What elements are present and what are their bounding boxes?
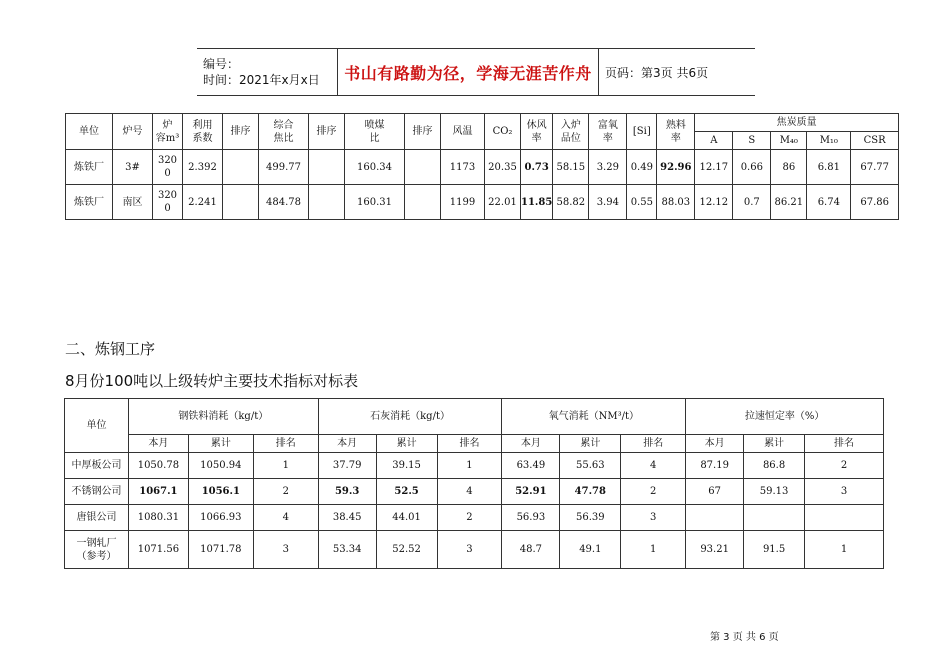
h2-g4: 拉速恒定率（%） <box>686 399 884 435</box>
section-heading: 二、炼钢工序 <box>65 340 156 358</box>
h2-g1: 钢铁料消耗（kg/t） <box>128 399 318 435</box>
number-label: 编号： <box>203 57 240 71</box>
time-label: 时间：2021年x月x日 <box>203 73 320 87</box>
header-page: 页码：第3页 共6页 <box>599 49 756 96</box>
table-row: 唐银公司 1080.31 1066.93 4 38.45 44.01 2 56.93 56.39 3 <box>65 505 884 531</box>
h-oxy: 富氧 率 <box>589 114 627 150</box>
steelmaking-table: 单位 钢铁料消耗（kg/t） 石灰消耗（kg/t） 氧气消耗（NM³/t） 拉速恒定率（%） 本月 累计 排名 本月 累计 排名 本月 累计 排名 本月 累计 排名 中厚板公司 1050.78 1050.94 1 37.79 39.15 1 63.49 55.63 4 87.19 86.8 2 不锈钢公司 1067.1 1056.1 2 59.3 52.5 4 52.91 47.78 2 67 59.13 3 唐银公司 1080.31 1066.93 4 38.45 44.01 2 56.93 56.39 3 一钢轧厂 （参考） 1071.56 1071.78 3 53.34 52.52 3 48.7 49.1 1 93.21 91.5 1 <box>64 398 884 569</box>
table-row: 炼铁厂 南区 320 0 2.241 484.78 160.31 1199 22.01 11.85 58.82 3.94 0.55 88.03 12.12 0.7 86.21 6.74 67.86 <box>66 185 899 220</box>
h-coke: 综合 焦比 <box>259 114 309 150</box>
page-header <box>197 48 755 96</box>
h-wind: 风温 <box>441 114 485 150</box>
h2-unit: 单位 <box>65 399 129 453</box>
h-q-m40: M₄₀ <box>771 132 807 150</box>
h-co2: CO₂ <box>485 114 521 150</box>
h-rank2: 排序 <box>309 114 345 150</box>
h-rest: 休风 率 <box>521 114 553 150</box>
h2-g3: 氧气消耗（NM³/t） <box>502 399 686 435</box>
table2-title: 8月份100吨以上级转炉主要技术指标对标表 <box>65 372 359 390</box>
h-grade: 入炉 品位 <box>553 114 589 150</box>
table-row: 炼铁厂 3# 320 0 2.392 499.77 160.34 1173 20.35 0.73 58.15 3.29 0.49 92.96 12.17 0.66 86 6.81 67.77 <box>66 150 899 185</box>
h-si: [Si] <box>627 114 657 150</box>
h-q-s: S <box>733 132 771 150</box>
table-row: 中厚板公司 1050.78 1050.94 1 37.79 39.15 1 63.49 55.63 4 87.19 86.8 2 <box>65 453 884 479</box>
h-clinker: 熟料 率 <box>657 114 695 150</box>
h-util: 利用 系数 <box>183 114 223 150</box>
h-q-a: A <box>695 132 733 150</box>
h-furnace: 炉号 <box>113 114 153 150</box>
h-q-m10: M₁₀ <box>807 132 851 150</box>
h-unit: 单位 <box>66 114 113 150</box>
h-coke-quality: 焦炭质量 <box>695 114 899 132</box>
header-meta <box>197 49 338 96</box>
h-volume: 炉 容m³ <box>153 114 183 150</box>
page-footer: 第 3 页 共 6 页 <box>710 632 779 643</box>
header-motto: 书山有路勤为径，学海无涯苦作舟 <box>338 49 599 96</box>
table-row: 一钢轧厂 （参考） 1071.56 1071.78 3 53.34 52.52 3 48.7 49.1 1 93.21 91.5 1 <box>65 531 884 569</box>
h2-g2: 石灰消耗（kg/t） <box>318 399 502 435</box>
h-pci: 喷煤 比 <box>345 114 405 150</box>
table-row: 不锈钢公司 1067.1 1056.1 2 59.3 52.5 4 52.91 47.78 2 67 59.13 3 <box>65 479 884 505</box>
h-rank1: 排序 <box>223 114 259 150</box>
ironmaking-table <box>65 113 899 220</box>
h-rank3: 排序 <box>405 114 441 150</box>
h-q-csr: CSR <box>851 132 899 150</box>
